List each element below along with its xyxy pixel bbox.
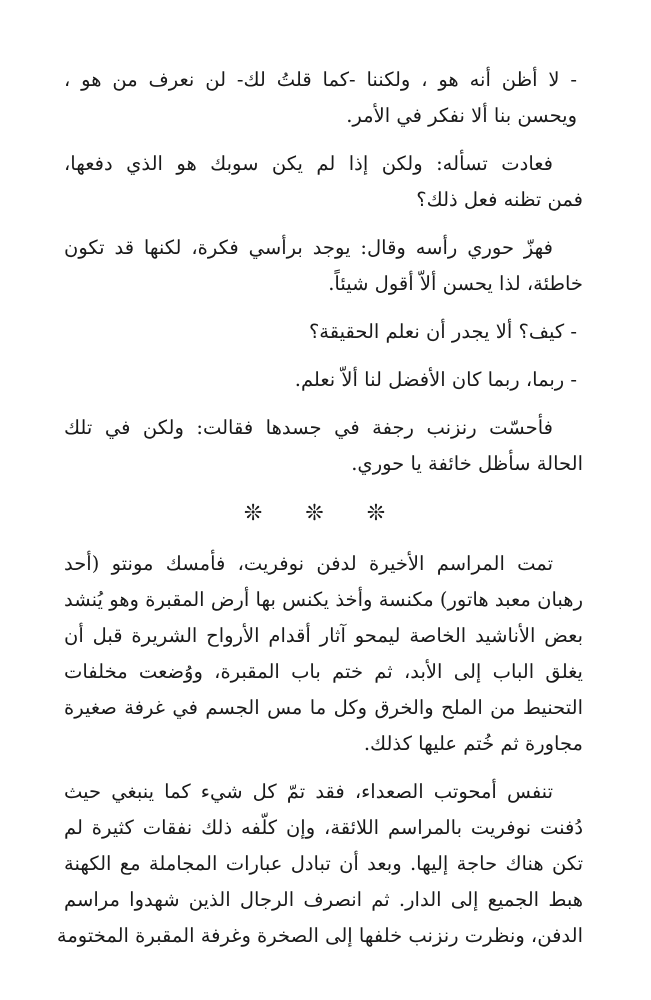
text-line: الدفن، ونظرت رنزنب خلفها إلى الصخرة وغرفة المقبرة المختومة bbox=[56, 924, 583, 947]
dialogue-paragraph-1 bbox=[64, 62, 583, 134]
text-line: مجاورة ثم خُتم عليها كذلك. bbox=[363, 732, 583, 755]
text-line: فأحسّت رنزنب رجفة في جسدها فقالت: ولكن في تلك bbox=[64, 416, 553, 439]
text-line: تنفس أمحوتب الصعداء، فقد تمّ كل شيء كما ينبغي حيث bbox=[64, 780, 553, 803]
text-line: تمت المراسم الأخيرة لدفن نوفريت، فأمسك مونتو (أحد bbox=[64, 552, 553, 575]
narrative-paragraph-2 bbox=[64, 230, 583, 302]
narrative-paragraph-4 bbox=[64, 546, 583, 762]
text-line: بعض الأناشيد الخاصة ليمحو آثار أقدام الأرواح الشريرة قبل أن bbox=[64, 624, 583, 647]
narrative-paragraph-1 bbox=[64, 146, 583, 218]
text-line: - كيف؟ ألا يجدر أن نعلم الحقيقة؟ bbox=[308, 320, 577, 343]
text-line: دُفنت نوفريت بالمراسم اللائقة، وإن كلّفه ذلك نفقات كثيرة لم bbox=[64, 816, 583, 839]
text-line: - لا أظن أنه هو ، ولكننا -كما قلتُ لك- لن نعرف من هو ، bbox=[64, 68, 577, 91]
text-line: ويحسن بنا ألا نفكر في الأمر. bbox=[346, 104, 577, 127]
text-line: تكن هناك حاجة إليها. وبعد أن تبادل عبارات المجاملة مع الكهنة bbox=[64, 852, 584, 875]
text-line: رهبان معبد هاتور) مكنسة وأخذ يكنس بها أرض المقبرة وهو يُنشد bbox=[64, 588, 583, 611]
narrative-paragraph-3 bbox=[64, 410, 583, 482]
text-line: - ربما، ربما كان الأفضل لنا ألاّ نعلم. bbox=[294, 368, 577, 391]
text-line: فهزّ حوري رأسه وقال: يوجد برأسي فكرة، لكنها قد تكون bbox=[64, 236, 553, 259]
dialogue-paragraph-3 bbox=[64, 362, 583, 398]
narrative-paragraph-5 bbox=[56, 774, 584, 954]
text-line: فمن تظنه فعل ذلك؟ bbox=[416, 188, 583, 211]
text-line: فعادت تسأله: ولكن إذا لم يكن سوبك هو الذي دفعها، bbox=[64, 152, 553, 175]
text-line: يغلق الباب إلى الأبد، ثم ختم باب المقبرة، ووُضعت مخلفات bbox=[64, 660, 583, 683]
text-line: التحنيط من الملح والخرق وكل ما مس الجسم في غرفة صغيرة bbox=[64, 696, 583, 719]
dialogue-paragraph-2 bbox=[64, 314, 583, 350]
text-line: هبط الجميع إلى الدار. ثم انصرف الرجال الذين شهدوا مراسم bbox=[64, 888, 583, 911]
text-line: خاطئة، لذا يحسن ألاّ أقول شيئاً. bbox=[328, 272, 583, 295]
section-separator: ❊ ❊ ❊ bbox=[243, 501, 404, 526]
text-line: الحالة سأظل خائفة يا حوري. bbox=[351, 452, 583, 475]
